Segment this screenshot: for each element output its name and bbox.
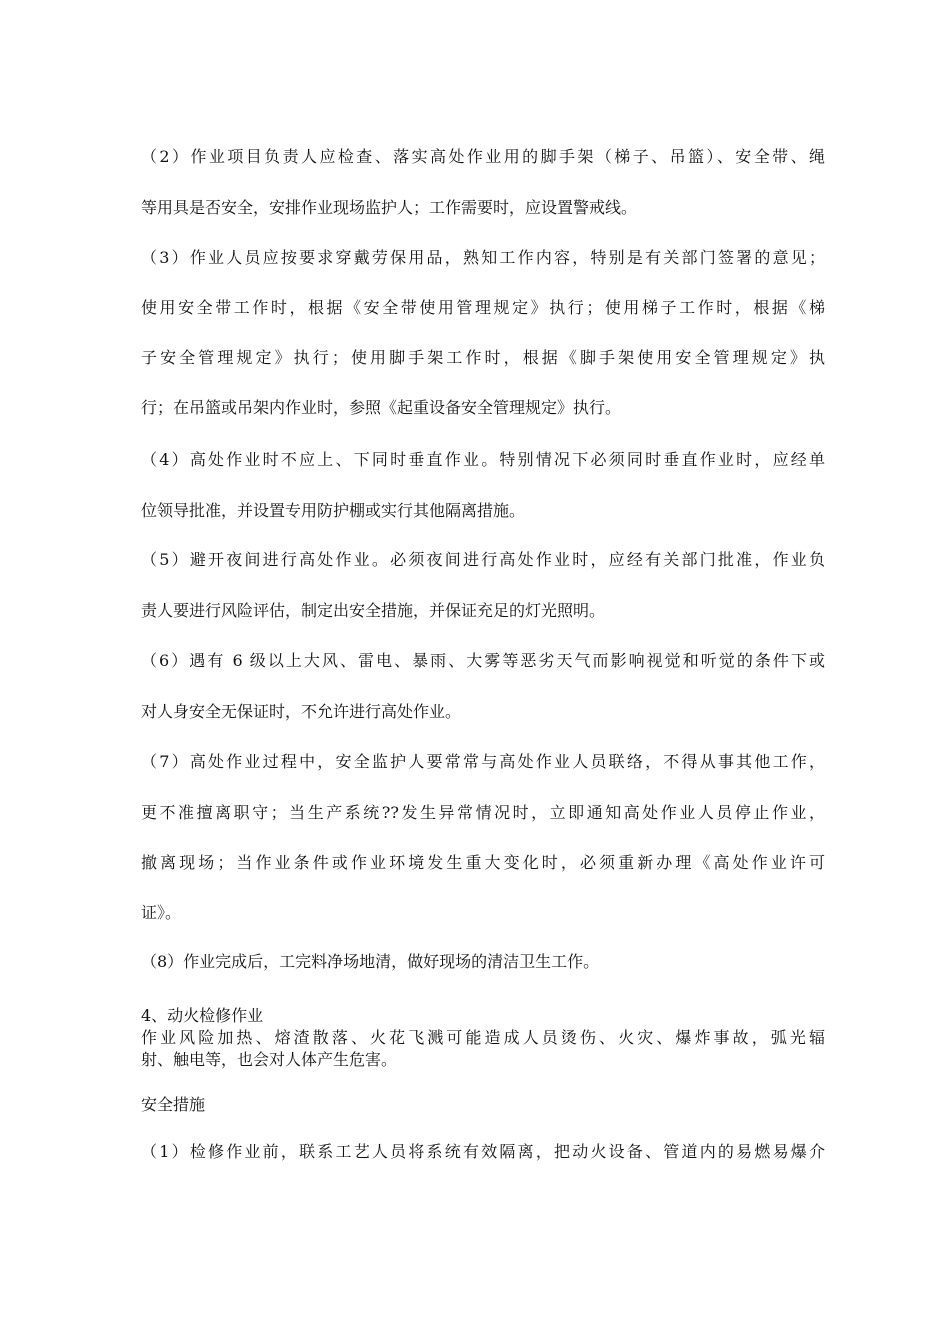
text-line: 位领导批准，并设置专用防护棚或实行其他隔离措施。 [141,501,526,520]
text-line: （7）高处作业过程中，安全监护人要常常与高处作业人员联络，不得从事其他工作， [141,752,825,771]
text-line: 子安全管理规定》执行；使用脚手架工作时，根据《脚手架使用安全管理规定》执 [141,348,825,367]
text-line: 行；在吊篮或吊架内作业时，参照《起重设备安全管理规定》执行。 [141,398,622,417]
text-line: （6）遇有 6 级以上大风、雷电、暴雨、大雾等恶劣天气而影响视觉和听觉的条件下或 [141,651,825,670]
text-line: 证》。 [141,903,182,922]
text-line: 射、触电等，也会对人体产生危害。 [141,1050,398,1069]
text-line: （3）作业人员应按要求穿戴劳保用品，熟知工作内容，特别是有关部门签署的意见； [141,248,825,267]
text-line: （8）作业完成后，工完料净场地清，做好现场的清洁卫生工作。 [141,952,600,971]
text-line: 对人身安全无保证时，不允许进行高处作业。 [141,702,462,721]
text-line: 作业风险加热、熔渣散落、火花飞溅可能造成人员烫伤、火灾、爆炸事故，弧光辐 [141,1028,825,1047]
text-line: 责人要进行风险评估，制定出安全措施，并保证充足的灯光照明。 [141,601,606,620]
text-line: 等用具是否安全，安排作业现场监护人；工作需要时，应设置警戒线。 [141,198,638,217]
section-heading: 4、动火检修作业 [141,1006,264,1025]
text-line: （4）高处作业时不应上、下同时垂直作业。特别情况下必须同时垂直作业时，应经单 [141,450,825,469]
text-line: （1）检修作业前，联系工艺人员将系统有效隔离，把动火设备、管道内的易燃易爆介 [141,1142,825,1161]
text-line: 使用安全带工作时，根据《安全带使用管理规定》执行；使用梯子工作时，根据《梯 [141,298,825,317]
text-line: 更不准擅离职守；当生产系统??发生异常情况时，立即通知高处作业人员停止作业， [141,803,825,822]
text-line: 撤离现场；当作业条件或作业环境发生重大变化时，必须重新办理《高处作业许可 [141,853,825,872]
text-line: （2）作业项目负责人应检查、落实高处作业用的脚手架（梯子、吊篮）、安全带、绳 [141,147,825,166]
subsection-heading: 安全措施 [141,1095,206,1114]
text-line: （5）避开夜间进行高处作业。必须夜间进行高处作业时，应经有关部门批准，作业负 [141,550,825,569]
